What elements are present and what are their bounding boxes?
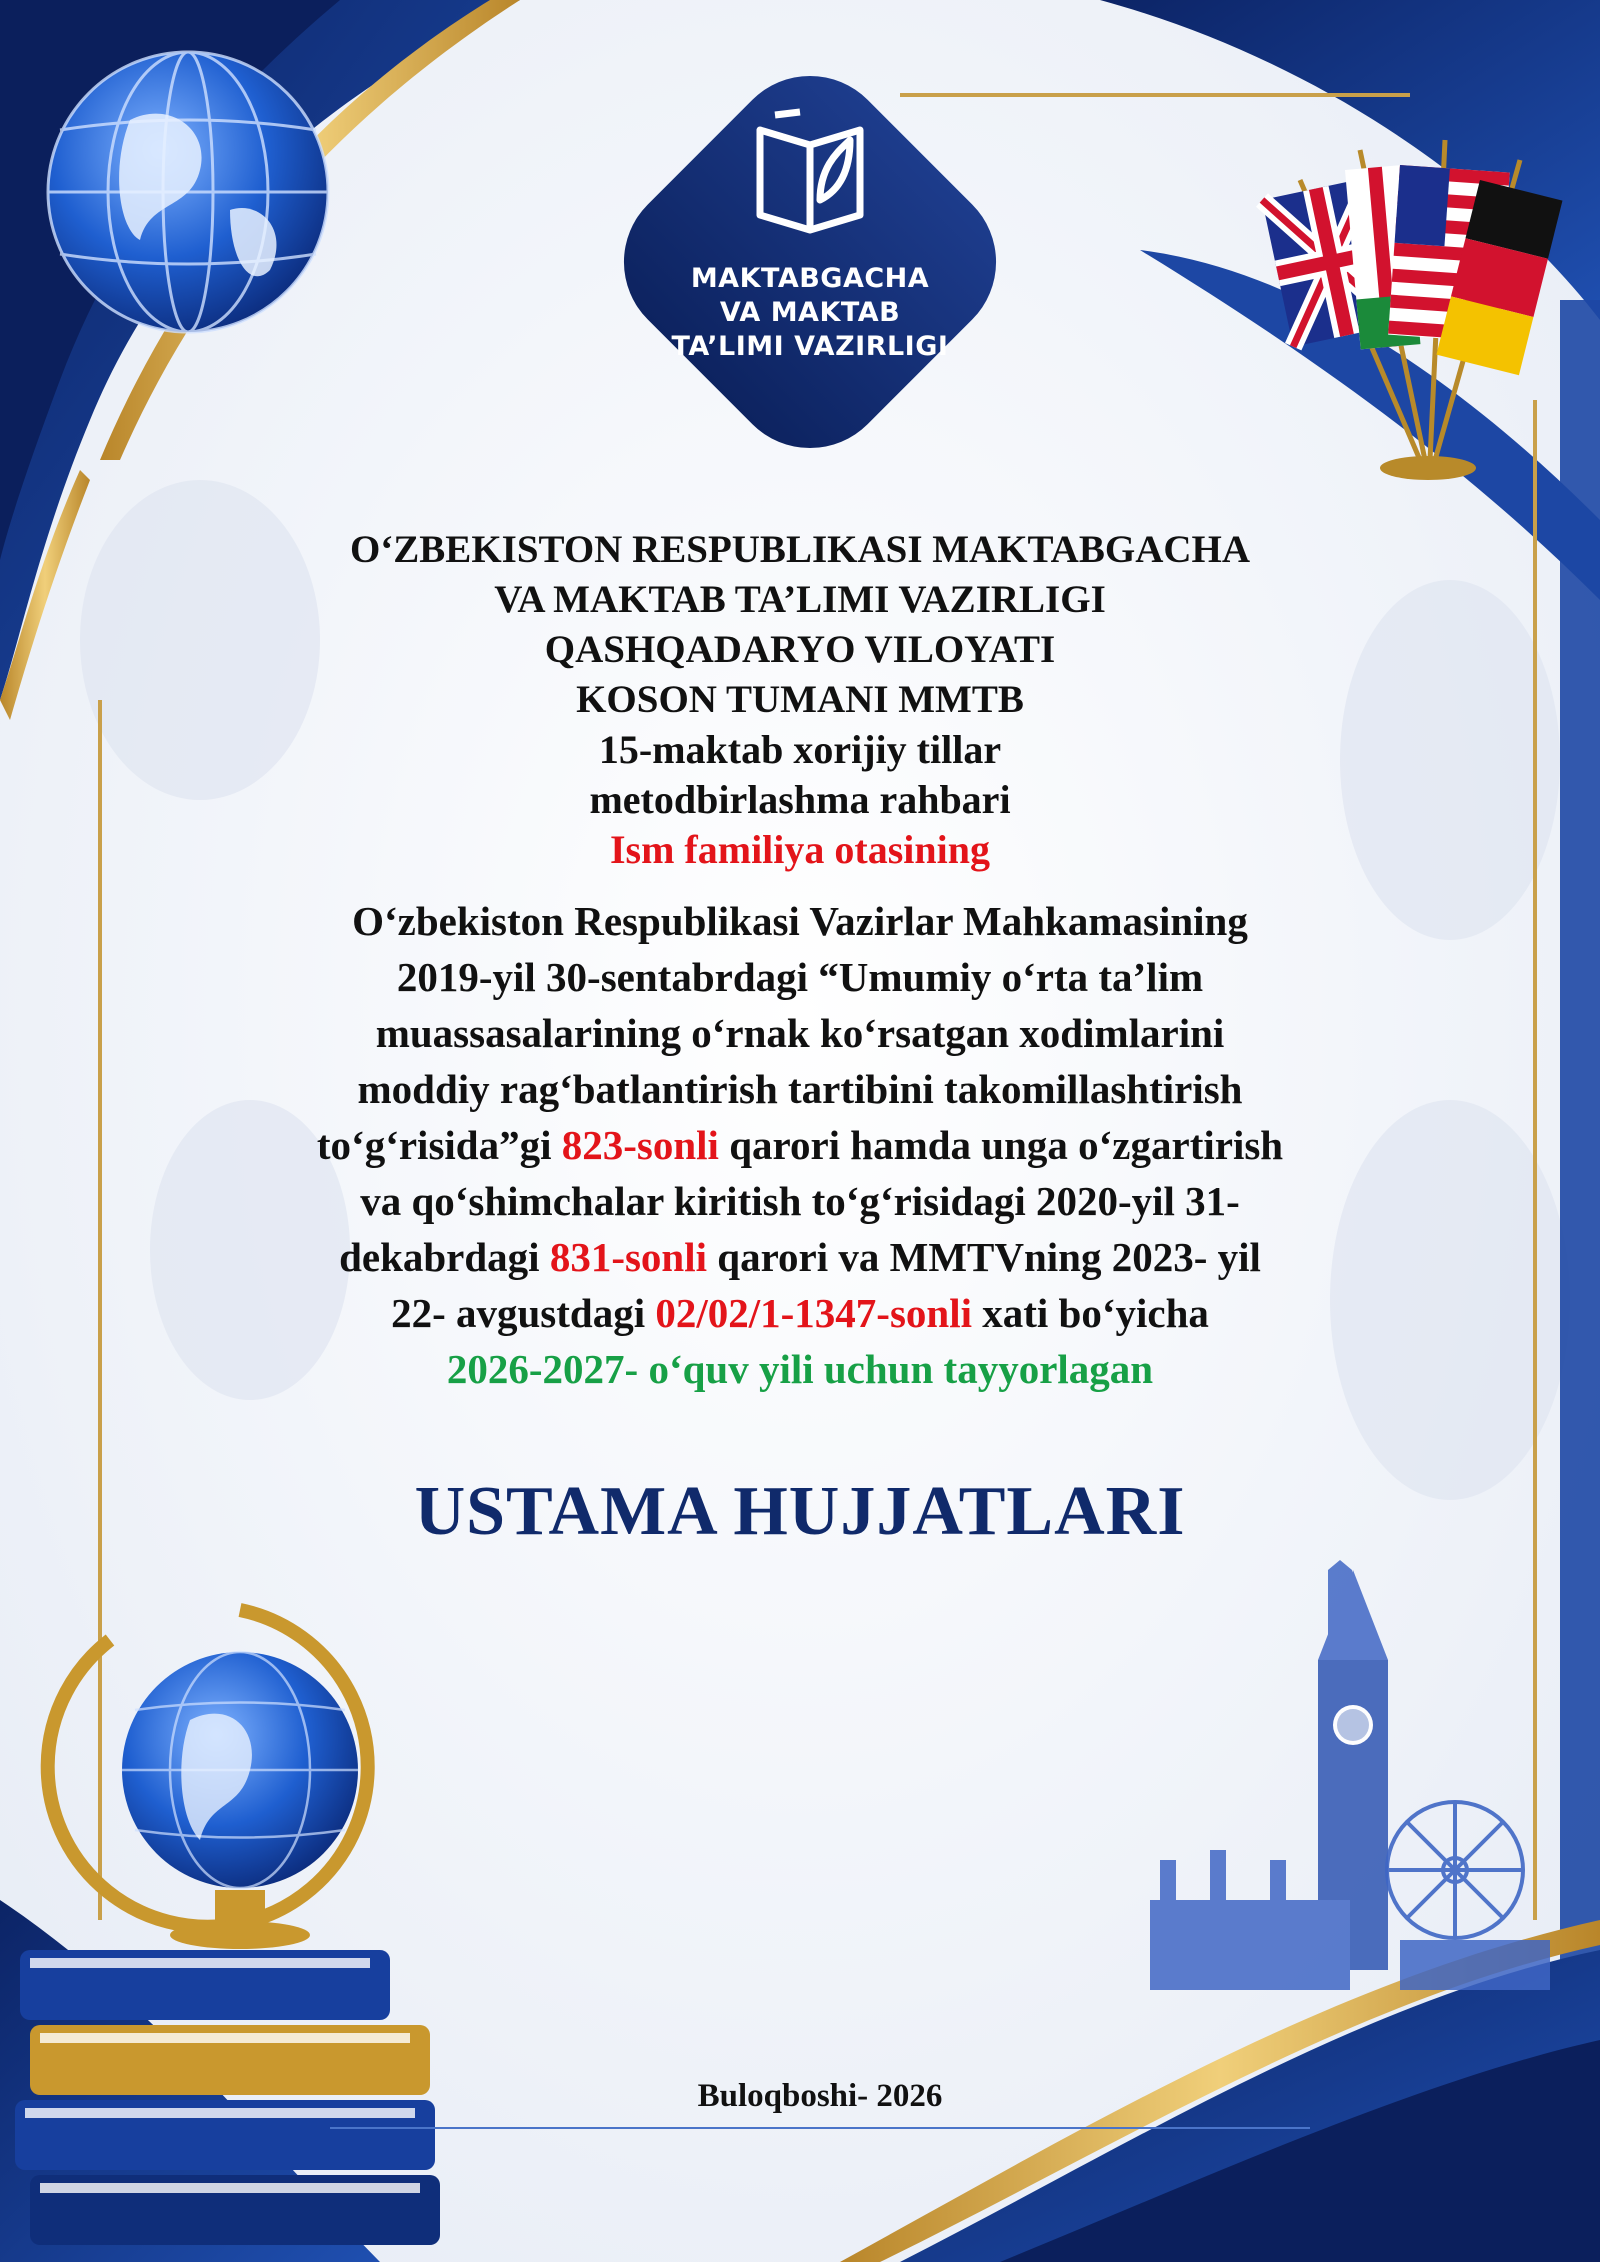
decree-paragraph xyxy=(230,893,1370,1397)
body-line xyxy=(230,1117,1370,1173)
heading-line: QASHQADARYO VILOYATI xyxy=(544,628,1056,671)
heading-block xyxy=(230,525,1370,875)
heading-line: VA MAKTAB TA’LIMI VAZIRLIGI xyxy=(494,578,1106,621)
decree-number: 823-sonli xyxy=(561,1122,719,1168)
body-line: muassasalarining o‘rnak ko‘rsatgan xodimlarini xyxy=(375,1010,1225,1056)
text-fragment: qarori hamda unga o‘zgartirish xyxy=(718,1122,1284,1168)
place-year: Buloqboshi- 2026 xyxy=(697,2078,943,2114)
text-fragment: dekabrdagi xyxy=(339,1234,550,1280)
logo-line: MAKTABGACHA xyxy=(690,263,930,294)
body-line: moddiy rag‘batlantirish tartibini takomillashtirish xyxy=(357,1066,1243,1112)
body-line: 2019-yil 30-sentabrdagi “Umumiy o‘rta ta’lim xyxy=(396,954,1204,1000)
text-fragment: to‘g‘risida”gi xyxy=(316,1122,562,1168)
heading-line: O‘ZBEKISTON RESPUBLIKASI MAKTABGACHA xyxy=(349,528,1251,571)
name-placeholder: Ism familiya otasining xyxy=(609,827,991,872)
text-fragment: xati bo‘yicha xyxy=(972,1290,1209,1336)
text-fragment: qarori va MMTVning 2023- yil xyxy=(707,1234,1261,1280)
decree-number: 831-sonli xyxy=(549,1234,708,1280)
body-line: O‘zbekiston Respublikasi Vazirlar Mahkamasining xyxy=(352,898,1248,944)
text-fragment: 22- avgustdagi xyxy=(391,1290,656,1336)
footer-rule xyxy=(330,2127,1310,2129)
logo-line: VA MAKTAB xyxy=(719,297,901,328)
letter-number: 02/02/1-1347-sonli xyxy=(655,1290,972,1336)
school-line: 15-maktab xorijiy tillar xyxy=(598,727,1002,772)
academic-year-line: 2026-2027- o‘quv yili uchun tayyorlagan xyxy=(446,1346,1154,1392)
body-line xyxy=(230,1229,1370,1285)
body-line xyxy=(230,1285,1370,1341)
body-line: va qo‘shimchalar kiritish to‘g‘risidagi 2020-yil 31- xyxy=(360,1178,1240,1224)
logo-line: TA’LIMI VAZIRLIGI xyxy=(671,331,949,362)
heading-line: KOSON TUMANI MMTB xyxy=(576,678,1024,721)
document-title: USTAMA HUJJATLARI xyxy=(414,1473,1186,1550)
role-line: metodbirlashma rahbari xyxy=(589,777,1011,822)
